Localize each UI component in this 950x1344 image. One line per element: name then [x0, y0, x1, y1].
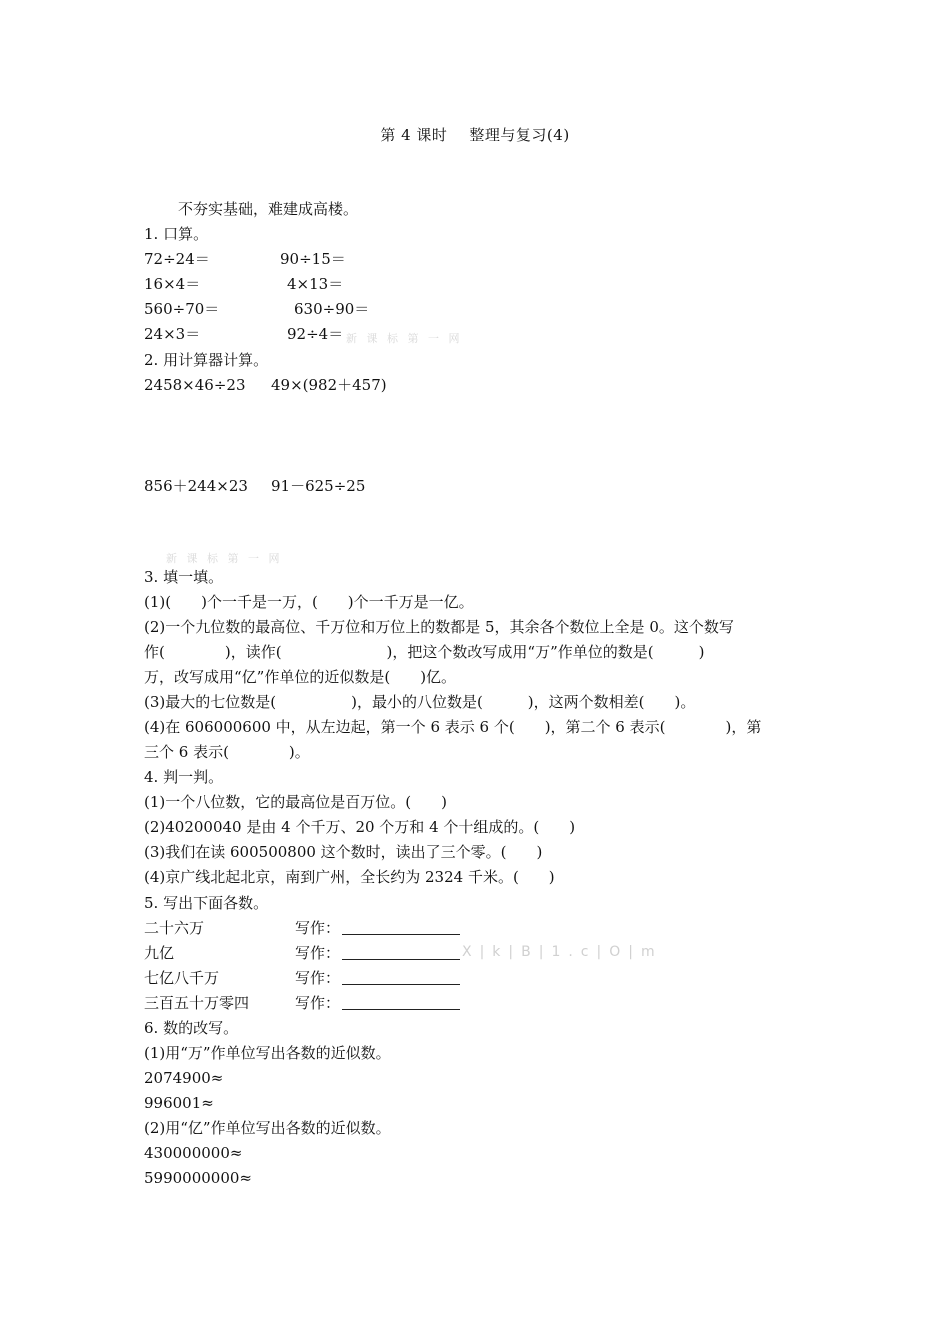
- q1-item: 90÷15＝: [280, 250, 346, 268]
- q5-number-words: 二十六万: [144, 919, 205, 937]
- write-label: 写作：: [295, 969, 341, 987]
- q1-item: 4×13＝: [287, 275, 344, 293]
- q1-heading: 1. 口算。: [144, 225, 209, 243]
- q5-number-words: 三百五十万零四: [144, 994, 250, 1012]
- answer-blank[interactable]: [342, 970, 460, 985]
- q6-item: 5990000000≈: [144, 1169, 253, 1187]
- write-label: 写作：: [295, 919, 341, 937]
- q6-heading: 6. 数的改写。: [144, 1019, 239, 1037]
- q5-answer-row: [295, 968, 460, 988]
- q5-heading: 5. 写出下面各数。: [144, 894, 269, 912]
- watermark: X|k|B|1.c|O|m: [462, 944, 663, 960]
- lesson-number: 第 4 课时: [380, 126, 448, 144]
- q3-item: (3)最大的七位数是( )，最小的八位数是( )，这两个数相差( )。: [144, 693, 696, 711]
- q1-item: 630÷90＝: [294, 300, 370, 318]
- q6-item: 2074900≈: [144, 1069, 224, 1087]
- watermark: 新 课 标 第 一 网: [346, 332, 463, 345]
- q1-item: 92÷4＝: [287, 325, 344, 343]
- q6-item: 996001≈: [144, 1094, 214, 1112]
- q5-number-words: 七亿八千万: [144, 969, 220, 987]
- q1-item: 560÷70＝: [144, 300, 220, 318]
- q2-item: 856＋244×23: [144, 477, 248, 495]
- motto: 不夯实基础，难建成高楼。: [178, 200, 359, 218]
- q2-heading: 2. 用计算器计算。: [144, 351, 269, 369]
- write-label: 写作：: [295, 994, 341, 1012]
- q2-item: 2458×46÷23: [144, 376, 246, 394]
- answer-blank[interactable]: [342, 920, 460, 935]
- q3-item: 三个 6 表示( )。: [144, 743, 310, 761]
- q3-item: (1)( )个一千是一万，( )个一千万是一亿。: [144, 593, 474, 611]
- q3-item: (4)在 606000600 中，从左边起，第一个 6 表示 6 个( )，第二个 6 表示( )，第: [144, 718, 762, 736]
- q6-item: 430000000≈: [144, 1144, 243, 1162]
- q1-item: 24×3＝: [144, 325, 201, 343]
- q3-item: 作( )，读作( )，把这个数改写成用“万”作单位的数是( ): [144, 643, 705, 661]
- q6-subheading: (1)用“万”作单位写出各数的近似数。: [144, 1044, 391, 1062]
- q4-heading: 4. 判一判。: [144, 768, 224, 786]
- q3-item: 万，改写成用“亿”作单位的近似数是( )亿。: [144, 668, 457, 686]
- write-label: 写作：: [295, 944, 341, 962]
- q6-subheading: (2)用“亿”作单位写出各数的近似数。: [144, 1119, 391, 1137]
- q1-item: 16×4＝: [144, 275, 201, 293]
- watermark: 新 课 标 第 一 网: [166, 552, 283, 565]
- q3-item: (2)一个九位数的最高位、千万位和万位上的数都是 5，其余各个数位上全是 0。这个数写: [144, 618, 734, 636]
- answer-blank[interactable]: [342, 945, 460, 960]
- q2-item: 49×(982＋457): [271, 376, 387, 394]
- answer-blank[interactable]: [342, 995, 460, 1010]
- q5-number-words: 九亿: [144, 944, 175, 962]
- lesson-name: 整理与复习(4): [469, 126, 570, 144]
- page-title: [0, 124, 950, 145]
- q4-item: (4)京广线北起北京，南到广州，全长约为 2324 千米。( ): [144, 868, 555, 886]
- q4-item: (3)我们在读 600500800 这个数时，读出了三个零。( ): [144, 843, 543, 861]
- q4-item: (2)40200040 是由 4 个千万、20 个万和 4 个十组成的。( ): [144, 818, 576, 836]
- q4-item: (1)一个八位数，它的最高位是百万位。( ): [144, 793, 447, 811]
- q5-answer-row: [295, 993, 460, 1013]
- q5-answer-row: [295, 918, 460, 938]
- q5-answer-row: [295, 943, 460, 963]
- q2-item: 91－625÷25: [271, 477, 366, 495]
- q3-heading: 3. 填一填。: [144, 568, 224, 586]
- q1-item: 72÷24＝: [144, 250, 210, 268]
